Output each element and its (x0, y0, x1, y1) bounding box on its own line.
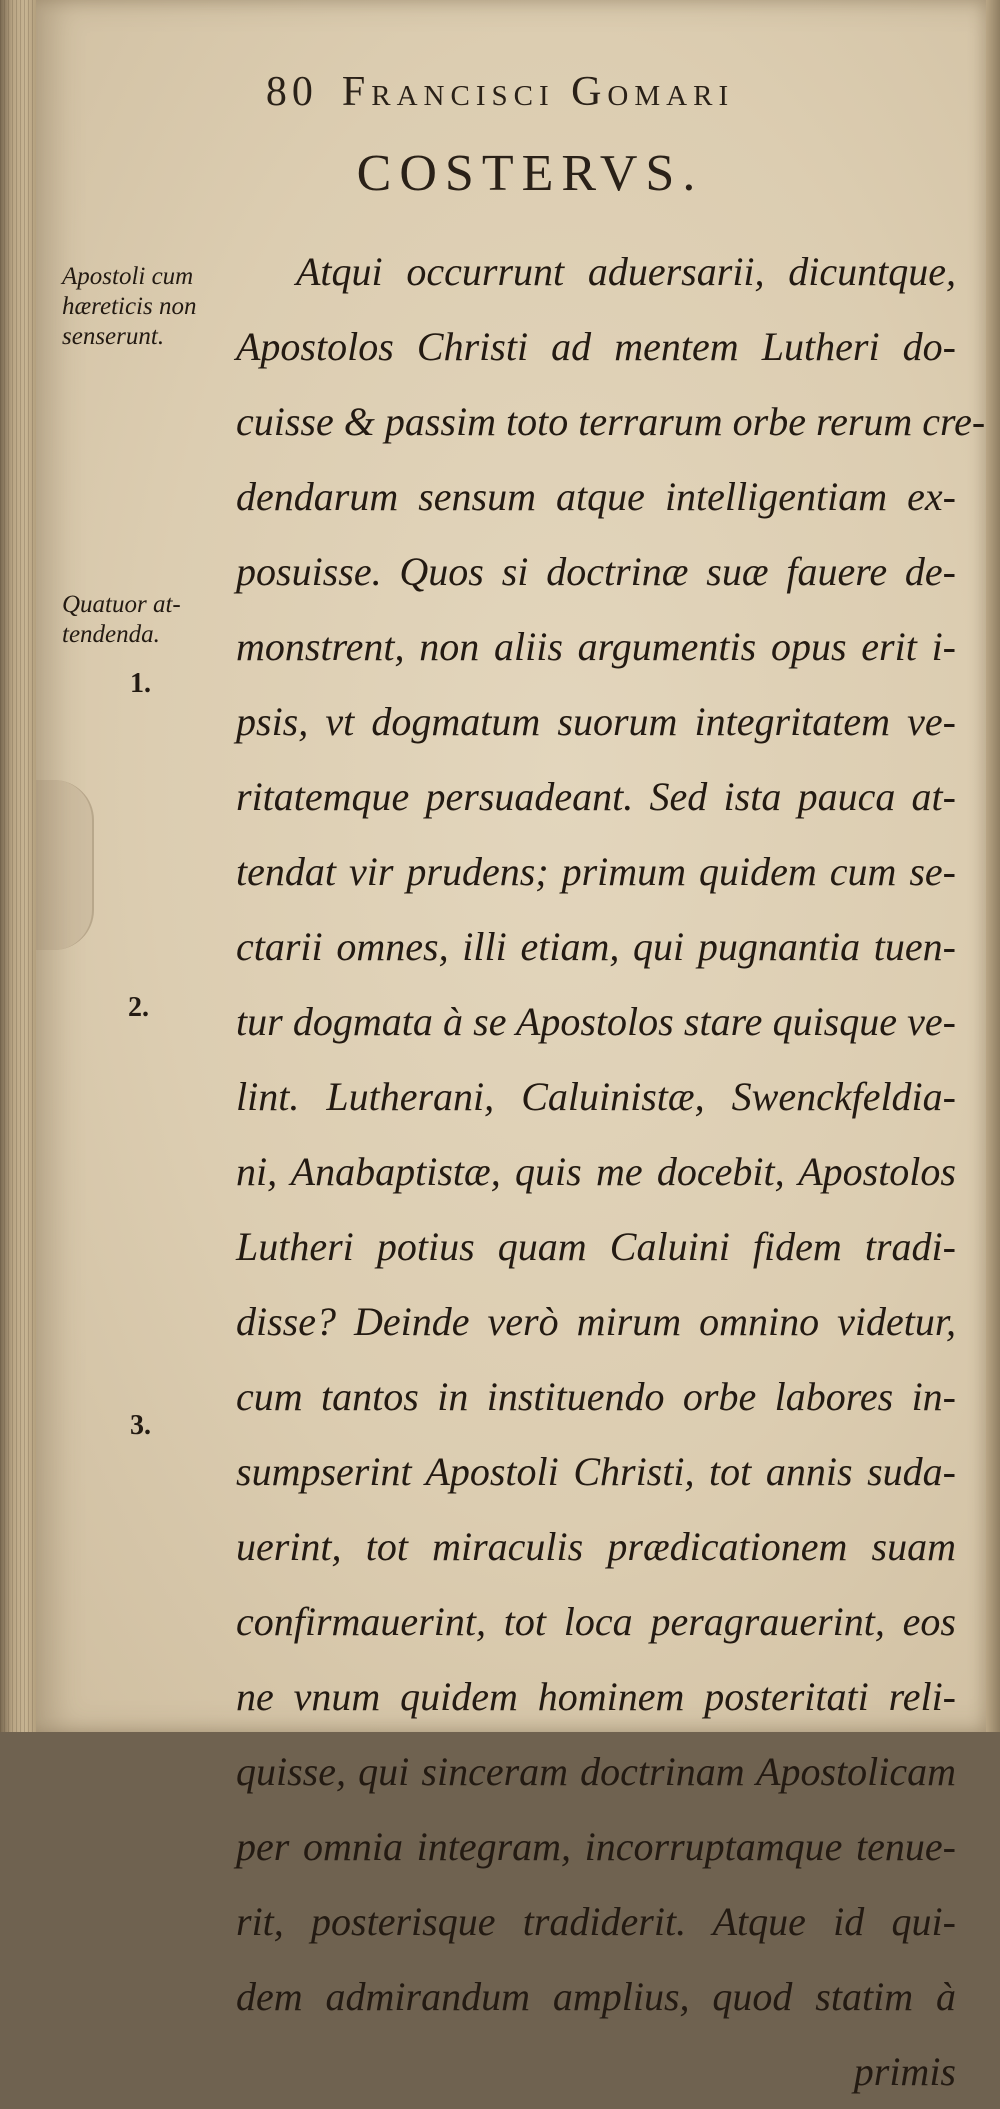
margin-note-line: Quatuor at- (62, 591, 181, 618)
margin-note-line: Apostoli cum (62, 263, 194, 290)
text-line: Atqui occurrunt aduersarii, dicuntque, (296, 249, 956, 294)
text-line: cuisse & passim toto terrarum orbe rerum cre- (236, 399, 986, 444)
page-number: 80 (265, 69, 318, 115)
text-line: posuisse. Quos si doctrinæ suæ fauere de- (236, 549, 956, 594)
text-line: sumpserint Apostoli Christi, tot annis suda- (236, 1449, 956, 1494)
margin-note-line: hæreticis non (62, 293, 197, 320)
margin-note-apostoli (62, 262, 197, 352)
text-line: tendat vir prudens; primum quidem cum se- (236, 849, 956, 894)
margin-note-line: senserunt. (62, 323, 165, 350)
text-line: Apostolos Christi ad mentem Lutheri do- (236, 324, 956, 369)
clip-shadow (36, 780, 94, 950)
text-line: confirmauerint, tot loca peragrauerint, eos (236, 1599, 956, 1644)
section-title: COSTERVS. (356, 145, 704, 202)
text-line: rit, posterisque tradiderit. Atque id qui- (236, 1899, 956, 1944)
margin-number-3: 3. (130, 1410, 151, 1441)
text-line: lint. Lutherani, Caluinistæ, Swenckfeldia- (236, 1074, 956, 1119)
text-line: monstrent, non aliis argumentis opus erit i- (236, 624, 956, 669)
text-line: dem admirandum amplius, quod statim à (236, 1974, 956, 2019)
margin-note-line: tendenda. (62, 621, 160, 648)
text-line: Lutheri potius quam Caluini fidem tradi- (236, 1224, 956, 1269)
text-line: ctarii omnes, illi etiam, qui pugnantia tuen- (236, 924, 956, 969)
text-line: tur dogmata à se Apostolos stare quisque ve- (236, 999, 956, 1044)
right-page-edge (986, 0, 1000, 1732)
text-line: quisse, qui sinceram doctrinam Apostolicam (236, 1749, 956, 1794)
body-text (236, 234, 986, 2109)
running-head: Francisci Gomari (341, 69, 735, 115)
running-header (0, 68, 1000, 116)
catchword: primis (853, 2049, 956, 2094)
margin-note-quatuor (62, 590, 181, 650)
text-line: ritatemque persuadeant. Sed ista pauca at- (236, 774, 956, 819)
text-line: ne vnum quidem hominem posteritati reli- (236, 1674, 956, 1719)
text-line: disse? Deinde verò mirum omnino videtur, (236, 1299, 956, 1344)
text-line: ni, Anabaptistæ, quis me docebit, Apostolos (236, 1149, 956, 1194)
text-line: dendarum sensum atque intelligentiam ex- (236, 474, 956, 519)
margin-number-2: 2. (128, 992, 149, 1023)
text-line: psis, vt dogmatum suorum integritatem ve- (236, 699, 956, 744)
text-line: uerint, tot miraculis prædicationem suam (236, 1524, 956, 1569)
text-line: per omnia integram, incorruptamque tenue- (236, 1824, 956, 1869)
text-line: cum tantos in instituendo orbe labores in- (236, 1374, 956, 1419)
margin-number-1: 1. (130, 668, 151, 699)
